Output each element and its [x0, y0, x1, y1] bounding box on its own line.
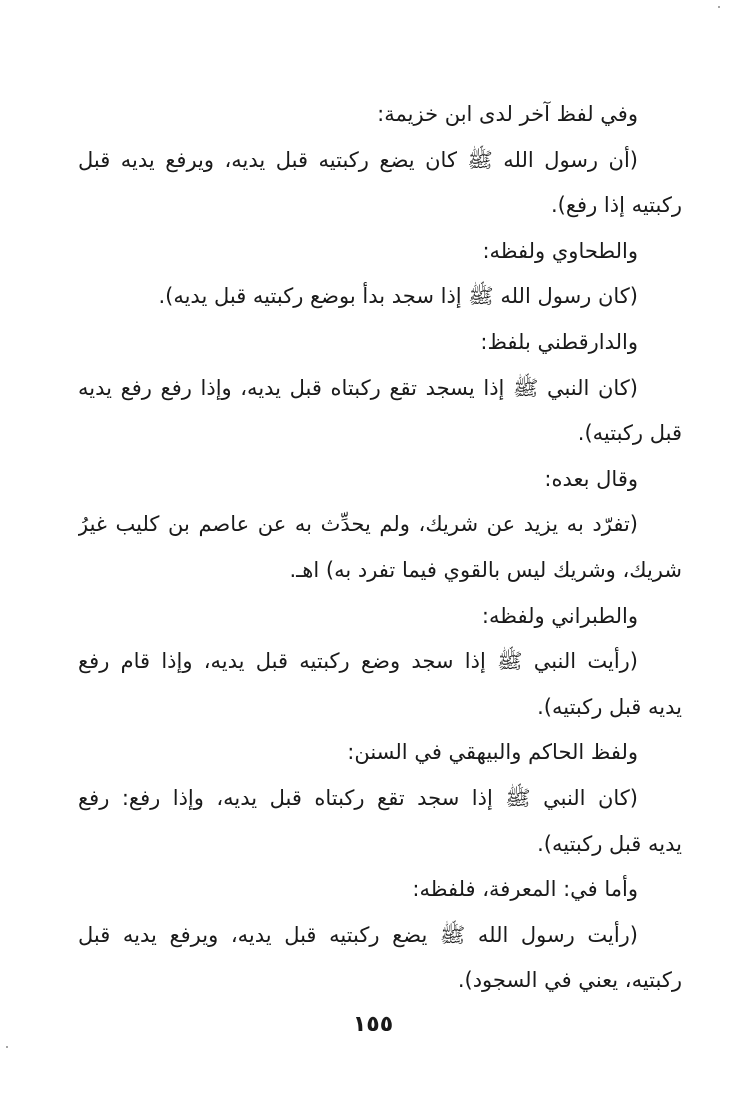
page-body-text [78, 92, 682, 1004]
text-line: ركبتيه إذا رفع). [550, 193, 682, 218]
text-line: (أن رسول الله ﷺ كان يضع ركبتيه قبل يديه، ويرفع يديه قبل [78, 147, 638, 172]
page-number: ١٥٥ [352, 1012, 394, 1037]
text-line: شريك، وشريك ليس بالقوي فيما تفرد به) اهـ. [289, 557, 682, 582]
text-line: (رأيت رسول الله ﷺ يضع ركبتيه قبل يديه، ويرفع يديه قبل [78, 922, 638, 947]
text-line-heading: والطبراني ولفظه: [481, 603, 638, 628]
text-line: (كان النبي ﷺ إذا يسجد تقع ركبتاه قبل يديه، وإذا رفع رفع يديه [78, 375, 638, 400]
text-line-heading: ولفظ الحاكم والبيهقي في السنن: [347, 740, 638, 765]
text-line: يديه قبل ركبتيه). [537, 694, 682, 719]
text-line: ركبتيه، يعني في السجود). [457, 968, 682, 993]
text-line-heading: وقال بعده: [544, 466, 638, 491]
scan-speck [718, 6, 720, 8]
text-line: قبل ركبتيه). [577, 421, 682, 446]
text-line-heading: وأما في: المعرفة، فلفظه: [412, 877, 638, 902]
text-line: (كان رسول الله ﷺ إذا سجد بدأ بوضع ركبتيه قبل يديه). [158, 284, 638, 309]
text-line-heading: وفي لفظ آخر لدى ابن خزيمة: [377, 102, 638, 126]
text-line-heading: والطحاوي ولفظه: [482, 238, 638, 263]
text-line: (كان النبي ﷺ إذا سجد تقع ركبتاه قبل يديه، وإذا رفع: رفع [78, 785, 638, 810]
text-line-heading: والدارقطني بلفظ: [480, 329, 638, 354]
text-line: (رأيت النبي ﷺ إذا سجد وضع ركبتيه قبل يديه، وإذا قام رفع [78, 649, 638, 674]
scan-speck [6, 1046, 8, 1048]
text-line: يديه قبل ركبتيه). [537, 831, 682, 856]
text-line: (تفرّد به يزيد عن شريك، ولم يحدِّث به عن عاصم بن كليب غيرُ [78, 512, 638, 537]
